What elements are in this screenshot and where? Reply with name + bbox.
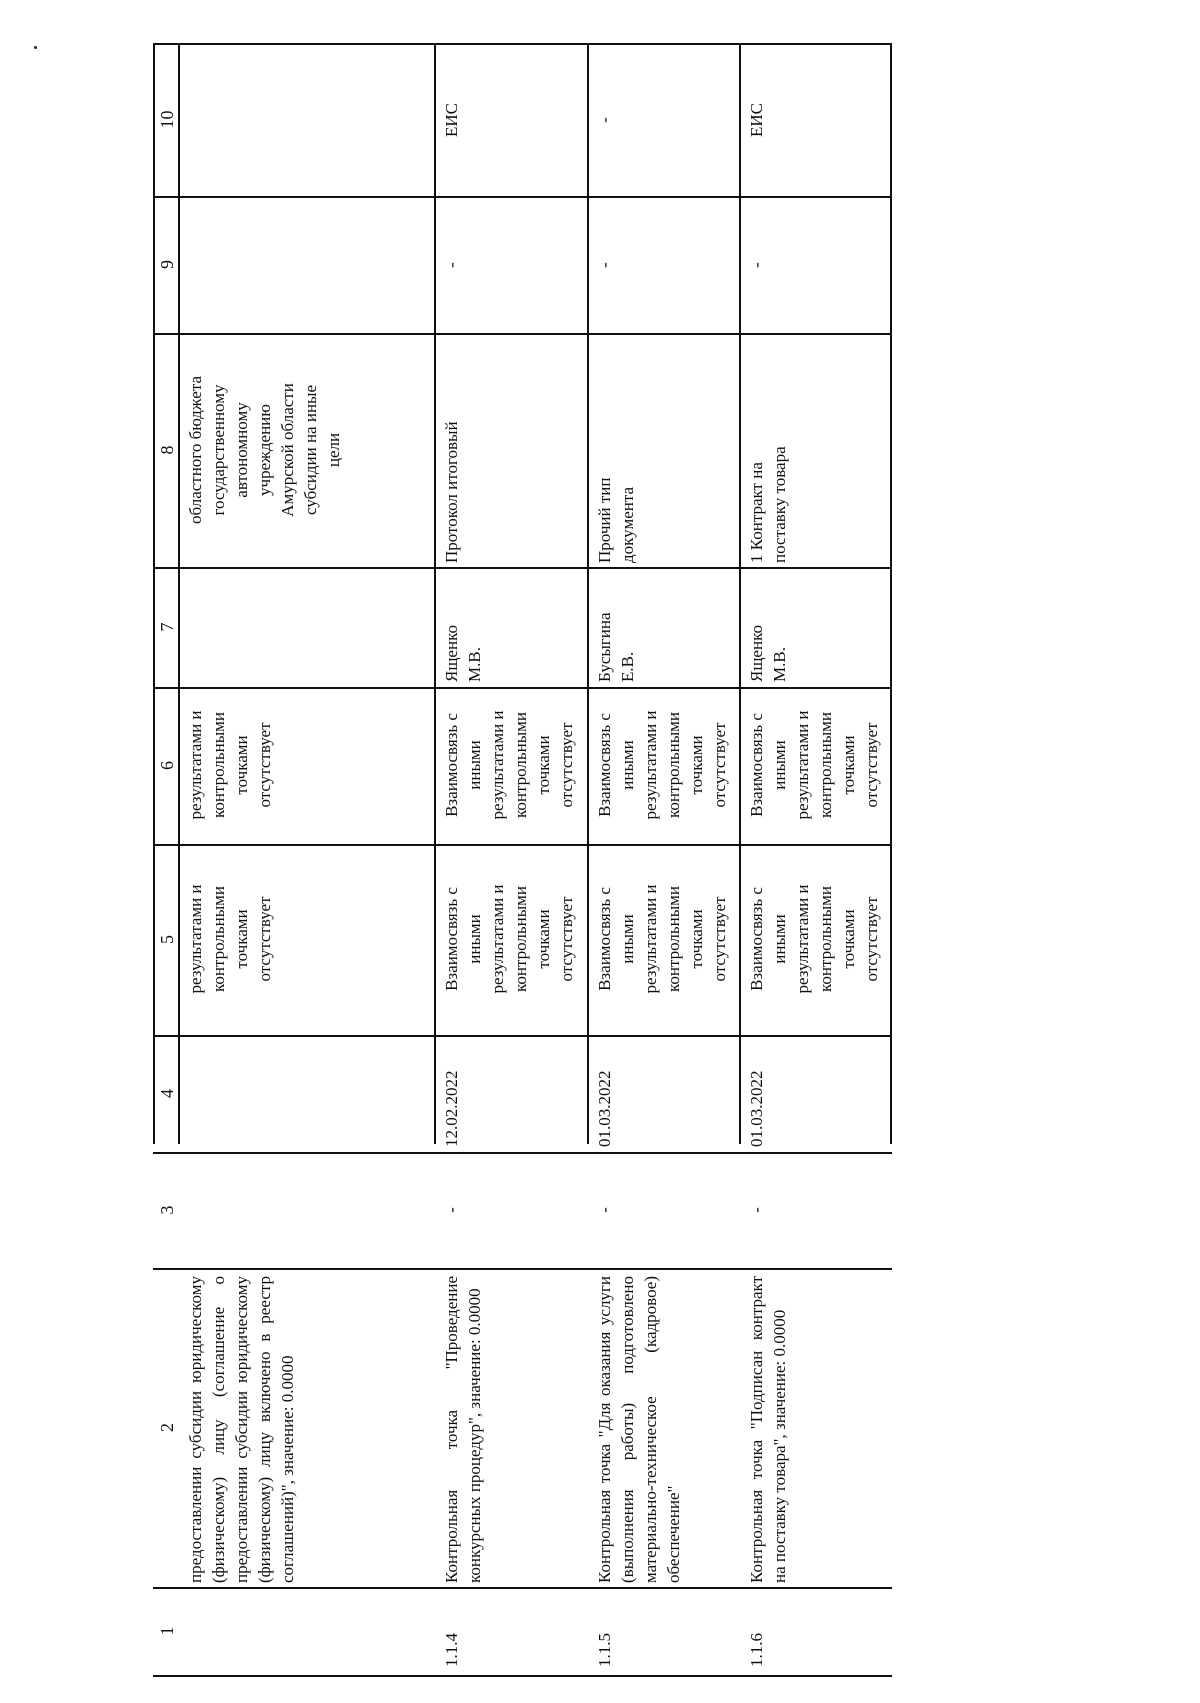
row2-col9: - [595, 262, 614, 268]
grid-line [153, 1587, 892, 1589]
column-header-10: 10 [157, 110, 177, 129]
row1-date: 12.02.2022 [442, 1070, 461, 1147]
row1-document: Протокол итоговый [442, 421, 461, 563]
column-header-7: 7 [157, 622, 177, 632]
row3-number: 1.1.6 [747, 1633, 766, 1667]
row2-relation-results: Взаимосвязь с иными результатами и контрольными точками отсутствует [595, 884, 729, 994]
row2-document: Прочий тип документа [595, 477, 637, 563]
row2-col3: - [595, 1207, 614, 1213]
grid-line [153, 844, 892, 846]
row1-relation-results: Взаимосвязь с иными результатами и контрольными точками отсутствует [442, 884, 576, 994]
grid-line [153, 43, 155, 1144]
row1-col9: - [442, 262, 461, 268]
grid-line [153, 687, 892, 689]
grid-line [153, 196, 892, 198]
grid-line [587, 43, 589, 1144]
column-header-4: 4 [157, 1089, 177, 1098]
row2-responsible: Бусыгина Е.В. [595, 612, 637, 682]
grid-line [153, 567, 892, 569]
row2-date: 01.03.2022 [595, 1070, 614, 1147]
column-header-6: 6 [157, 761, 177, 770]
row1-description: Контрольная точка "Проведение конкурсных процедур", значение: 0.0000 [442, 1276, 484, 1583]
row0-document: областного бюджета государственному автономному учреждению Амурской области субсидии на иные цели [186, 376, 343, 525]
row3-col3: - [747, 1207, 766, 1213]
grid-line [890, 43, 892, 1144]
row1-relation-points: Взаимосвязь с иными результатами и контрольными точками отсутствует [442, 710, 576, 820]
grid-line [153, 1035, 892, 1037]
row3-relation-results: Взаимосвязь с иными результатами и контрольными точками отсутствует [747, 884, 881, 994]
column-header-3: 3 [157, 1205, 177, 1215]
grid-line [153, 1152, 892, 1154]
row1-number: 1.1.4 [442, 1633, 461, 1667]
grid-line [434, 43, 436, 1144]
row0-relation-results: результатами и контрольными точками отсутствует [186, 884, 274, 994]
row0-description: предоставлении субсидии юридическому (физическому) лицу (соглашение о предоставлении субсидии юридическому (физическому) лицу включено в реестр соглашений)", значение: 0.0000 [186, 1276, 297, 1583]
column-header-2: 2 [157, 1423, 177, 1432]
grid-line [153, 333, 892, 335]
row3-date: 01.03.2022 [747, 1070, 766, 1147]
grid-line [178, 43, 180, 1144]
row3-description: Контрольная точка "Подписан контракт на поставку товара", значение: 0.0000 [747, 1276, 789, 1583]
grid-line [153, 43, 892, 45]
row1-col10: ЕИС [442, 103, 461, 137]
column-header-9: 9 [157, 260, 177, 269]
row1-col3: - [442, 1207, 461, 1213]
row3-relation-points: Взаимосвязь с иными результатами и контрольными точками отсутствует [747, 710, 881, 820]
row3-document: 1 Контракт на поставку товара [747, 446, 789, 563]
row2-description: Контрольная точка "Для оказания услуги (выполнения работы) подготовлено материально-техническое (кадровое) обеспечение" [595, 1276, 683, 1583]
row2-col10: - [595, 117, 614, 123]
row0-relation-points: результатами и контрольными точками отсутствует [186, 710, 274, 820]
grid-line [153, 1268, 892, 1270]
grid-line [739, 43, 741, 1144]
row3-col10: ЕИС [747, 103, 766, 137]
row3-col9: - [747, 262, 766, 268]
row2-number: 1.1.5 [595, 1633, 614, 1667]
grid-line [153, 1675, 892, 1677]
row3-responsible: Ященко М.В. [747, 625, 789, 682]
column-header-8: 8 [157, 445, 177, 455]
row2-relation-points: Взаимосвязь с иными результатами и контрольными точками отсутствует [595, 710, 729, 820]
column-header-5: 5 [157, 935, 177, 944]
column-header-1: 1 [157, 1626, 177, 1636]
row1-responsible: Ященко М.В. [442, 625, 484, 682]
